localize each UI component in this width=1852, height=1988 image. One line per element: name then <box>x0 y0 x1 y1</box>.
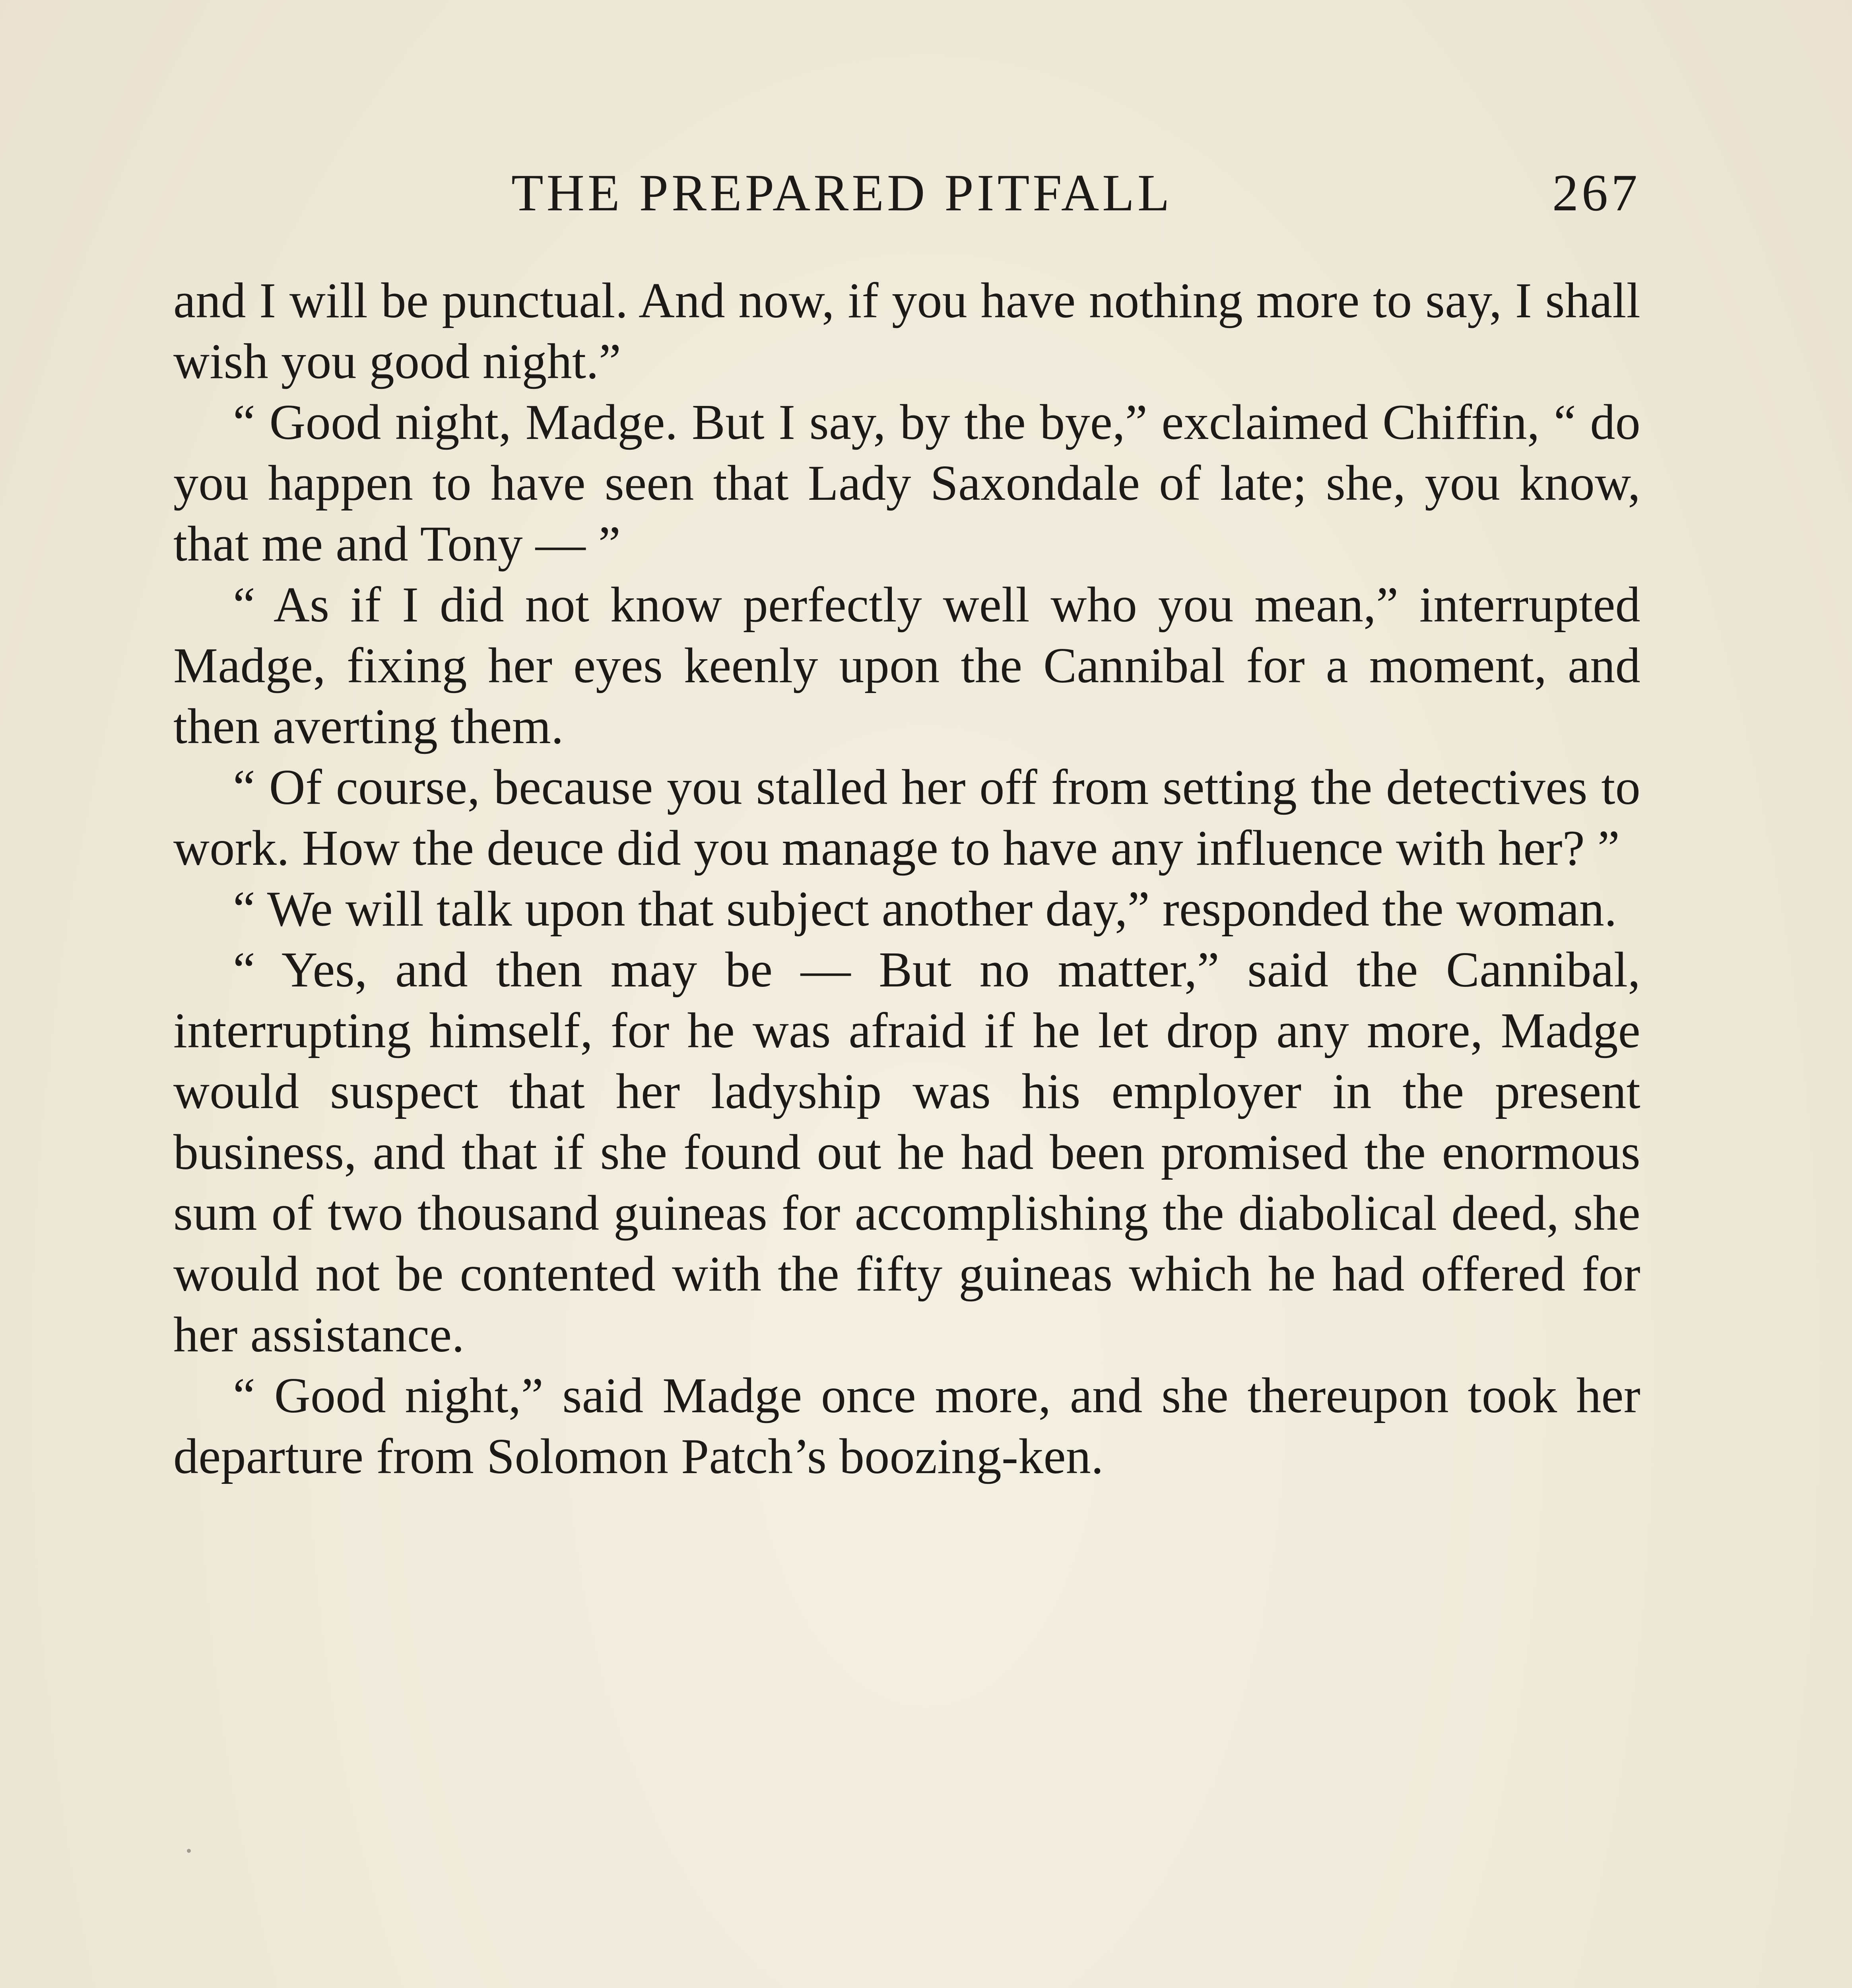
paragraph: “ We will talk upon that subject another day,” responded the woman. <box>233 881 1617 937</box>
running-header <box>173 159 1640 227</box>
paragraph: “ As if I did not know perfectly well who you mean,” interrupted Madge, fixing her eyes keenly upon the Cannibal for a moment, and then averting them. <box>173 577 1640 754</box>
paragraph: “ Yes, and then may be — But no matter,” said the Cannibal, interrupting himself, for he was afraid if he let drop any more, Madge would suspect that her ladyship was his employer in the present business, and that if she found out he had been promised the enormous sum of two thousand guineas for accomplishing the diabolical deed, she would not be contented with the fifty guineas which he had offered for her assistance. <box>173 942 1640 1363</box>
body-text <box>173 270 1640 1487</box>
paragraph: “ Good night, Madge. But I say, by the bye,” exclaimed Chiffin, “ do you happen to have seen that Lady Saxondale of late; she, you know, that me and Tony — ” <box>173 395 1640 572</box>
paragraph-continuation: and I will be punctual. And now, if you have nothing more to say, I shall wish you good night.” <box>173 273 1640 389</box>
paragraph: “ Of course, because you stalled her off from setting the detectives to work. How the deuce did you manage to have any influence with her? ” <box>173 760 1640 876</box>
running-title: THE PREPARED PITFALL <box>511 163 1173 222</box>
paragraph: “ Good night,” said Madge once more, and she thereupon took her departure from Solomon Patch’s boozing-ken. <box>173 1368 1640 1484</box>
paper-speck <box>187 1849 191 1853</box>
page-number: 267 <box>1552 163 1640 222</box>
